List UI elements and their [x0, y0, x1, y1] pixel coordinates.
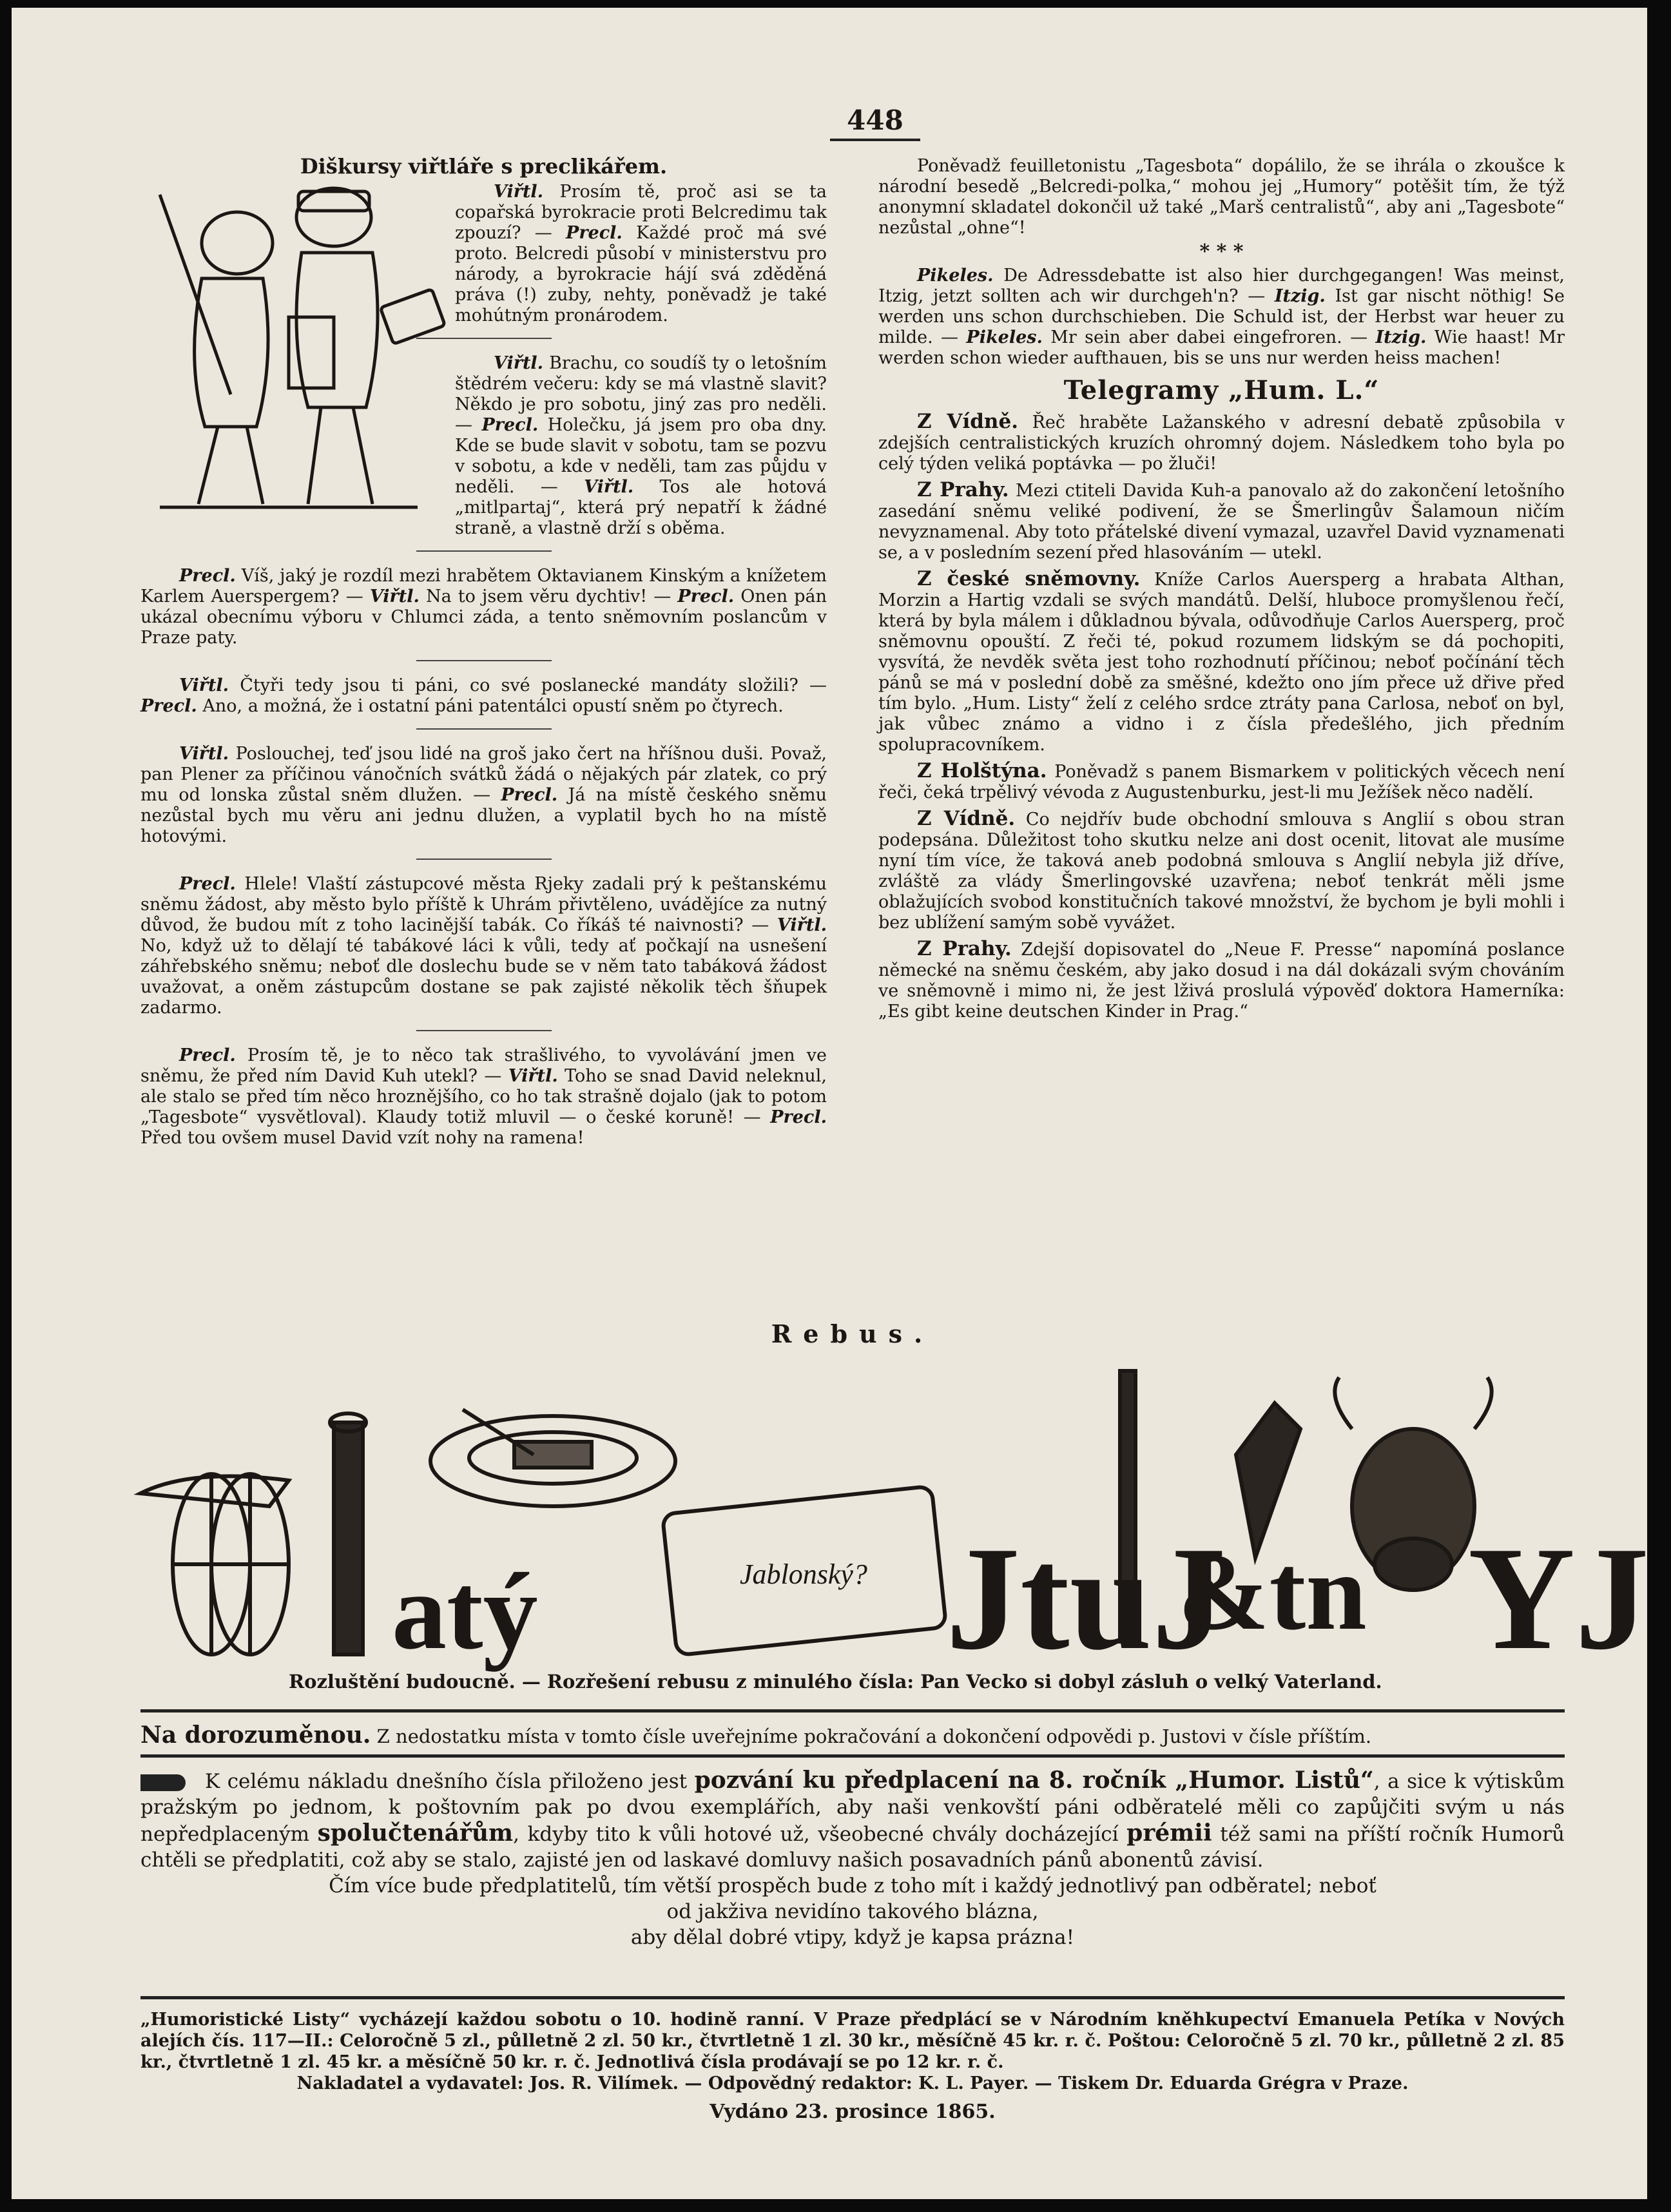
pointing-hand-icon [140, 1774, 186, 1791]
separator [416, 728, 552, 730]
page-number: 448 [830, 104, 920, 141]
dialog-para-5: Viřtl. Poslouchej, teď jsou lidé na groš jako čert na hříšnou duši. Považ, pan Plener za příčinou vánočních svátků žádá o nějakých pár zlatek, co prý mu od lonska zůstal sněm dlužen. — Precl. Já na místě českého sněmu nezůstal bych mu věru ani jednu dlužen, a vyplatil bych ho na místě hotovými. [140, 744, 827, 846]
rebus-title: Rebus. [771, 1319, 934, 1348]
dialog-para-3: Precl. Víš, jaký je rozdíl mezi hrabětem Oktavianem Kinským a knížetem Karlem Auerspergem? — Viřtl. Na to jsem věru dychtiv! — Precl. Onen pán ukázal obecnímu výboru v Chlumci záda, a tento sněmovním poslancům v Praze paty. [140, 566, 827, 648]
newspaper-page [12, 8, 1650, 2199]
telegram-heading: Telegramy „Hum. L.“ [1063, 375, 1380, 405]
horizontal-rule [140, 1709, 1565, 1712]
separator [416, 859, 552, 860]
rebus-letters-3: &tn [1178, 1531, 1367, 1653]
notice: Na dorozuměnou. Z nedostatku místa v tomto čísle uveřejníme pokračování a dokončení odpovědi p. Justovi v čísle příštím. [140, 1722, 1372, 1749]
telegram-item: Z Holštýna. Poněvadž s panem Bismarkem v politických věcech není řeči, čeká trpělivý vévoda z Augustenburku, jest-li mu Ježíšek něco nadělí. [878, 759, 1565, 802]
notice-heading: Na dorozuměnou. [140, 1722, 371, 1749]
rebus-letters-4: YJ [1468, 1516, 1650, 1680]
telegram-item: Z Prahy. Mezi ctiteli Davida Kuh-a panovalo až do zakončení letošního zasedání sněmu veliké podivení, že se Šmerlingův Šalamoun ničím nevyznamenal. Aby toto přátelské divení vymazal, uzavřel David vyznamenati se, a v posledním sezení před hlasováním — utekl. [878, 478, 1565, 563]
dialog-para-2: Viřtl. Brachu, co soudíš ty o letošním štědrém večeru: kdy se má vlastně slavit? Někdo je pro sobotu, jiný zas pro neděli. — Precl. Holečku, já jsem pro oba dny. Kde se bude slavit v sobotu, tam se pozvu v sobotu, a kde v neděli, tam zas půjdu v neděli. — Viřtl. Tos ale hotová „mitlpartaj“, která prý nepatří k žádné straně, a vlastně drží s oběma. [455, 353, 827, 538]
rebus-card-text: Jablonský? [740, 1558, 867, 1590]
separator [416, 660, 552, 661]
dialog-title: Diškursy viřtláře s preclikářem. [300, 154, 668, 179]
separator [416, 550, 552, 552]
rebus-illustration [140, 1352, 1650, 1680]
telegram-item: Z české sněmovny. Kníže Carlos Auersperg a hrabata Althan, Morzin a Hartig vzdali se svých mandátů. Delší, hluboce promyšlenou řečí, která by byla málem i důkladnou bývala, odůvodňuje Carlos Auersperg, proč sněmovnu opouští. Z řeči té, pokud rozumem lidským se dá pochopiti, vysvítá, že nevděk světa jest toho rozhodnutí příčinou; neboť počínání těch pánů se má v poslední době za směšné, kdežto ono jím přece už dřive před tím bylo. „Hum. Listy“ želí z celého srdce ztráty pana Carlosa, neboť on byl, jak vůbec známo a vidno i z čísla předešlého, jich předním spolupracovníkem. [878, 567, 1565, 755]
rebus-letters-1: atý [392, 1551, 538, 1672]
telegram-item: Z Vídně. Řeč hraběte Lažanského v adresní debatě způsobila v zdejších centralistických kruzích ohromný dojem. Následkem toho byla po celý týden veliká poptávka — po žluči! [878, 410, 1565, 474]
cartoon-illustration [140, 182, 443, 517]
right-column [878, 156, 1565, 1027]
issue-date: Vydáno 23. prosince 1865. [710, 2100, 996, 2123]
german-dialog: Pikeles. De Adressdebatte ist also hier durchgegangen! Was meinst, Itzig, jetzt sollten ach wir durchgeh'n? — Itzig. Ist gar nischt nöthig! Se werden uns schon durchschieben. Die Schuld ist, der Herbst war heuer zu milde. — Pikeles. Mr sein aber dabei eingefroren. — Itzig. Wie haast! Mr werden schon wieder aufthauen, bis se uns nur werden heiss machen! [878, 266, 1565, 368]
dialog-para-6: Precl. Hlele! Vlaští zástupcové města Rjeky zadali prý k peštanskému sněmu žádost, aby město bylo příště k Uhrám přivtěleno, uvádějíce za nutný důvod, že budou mít z toho lacinější tabák. Co říkáš té naivnosti? — Viřtl. No, když už to dělají té tabákové láci k vůli, tedy ať počkají na usnešení záhřebského sněmu; neboť dle doslechu bude se v něm tato tabáková žádost uvažovat, a oněm zástupcům dostane se pak zajisté několik těch šňupek zadarmo. [140, 874, 827, 1018]
publication-info: „Humoristické Listy“ vycházejí každou sobotu o 10. hodině ranní. V Praze předplácí se v Národním kněhkupectví Emanuela Petíka v Nových alejích čís. 117—II.: Celoročně 5 zl., půlletně 2 zl. 50 kr., čtvrtletně 1 zl. 30 kr., měsíčně 45 kr. r. č. Poštou: Celoročně 5 zl. 70 kr., půlletně 2 zl. 85 kr., čtvrtletně 1 zl. 45 kr. a měsíčně 50 kr. r. č. Jednotlivá čísla prodávají se po 12 kr. r. č. [140, 2010, 1565, 2072]
telegram-item: Z Prahy. Zdejší dopisovatel do „Neue F. Presse“ napomíná poslance německé na sněmu českém, aby jako dosud i na dál dokázali svým chováním ve sněmovně i mimo ni, že jest lživá proslulá výpověď doktora Hamerníka: „Es gibt keine deutschen Kinder in Prag.“ [878, 937, 1565, 1022]
horizontal-rule [140, 1754, 1565, 1758]
rebus-caption: Rozluštění budoucně. — Rozřešení rebusu z minulého čísla: Pan Vecko si dobyl zásluh o velký Vaterland. [289, 1671, 1382, 1693]
dialog-para-1: Viřtl. Prosím tě, proč asi se ta copařská byrokracie proti Belcredimu tak zpouzí? — Precl. Každé proč má své proto. Belcredi působí v ministerstvu pro národy, a byrokracie hájí svá zděděná práva (!) zuby, nehty, poněvadž je také mohútným pronárodem. [455, 182, 827, 325]
horizontal-rule [140, 1996, 1565, 1999]
dialog-para-7: Precl. Prosím tě, je to něco tak strašlivého, to vyvolávání jmen ve sněmu, že před ním David Kuh utekl? — Viřtl. Toho se snad David neleknul, ale stalo se před tím něco hroznějšího, co ho tak strašně dojalo (jak to potom „Tagesbote“ vysvětloval). Klaudy totiž mluvil — o české koruně! — Precl. Před tou ovšem musel David vzít nohy na ramena! [140, 1045, 827, 1148]
subscription-announcement: K celému nákladu dnešního čísla přiloženo jest pozvání ku předplacení na 8. ročník „Humor. Listů“, a sice k výtiskům pražským po jednom, k poštovním pak po dvou exemplářích, aby naši venkovští páni odběratelé měli co zapůjčiti svým u nás nepředplaceným spolučtenářům, kdyby tito k vůli hotové už, všeobecné chvály docházející prémii též sami na příští ročník Humorů chtěli se předplatiti, což aby se stalo, zajisté jen od laskavé domluvy našich posavadních pánů abonentů závisí. Čím více bude předplatitelů, tím větší prospěch bude z toho mít i každý jednotlivý pan odběratel; neboť od jakživa nevidíno takového blázna, aby dělal dobré vtipy, když je kapsa prázna! [140, 1767, 1565, 1949]
left-column [140, 156, 827, 1154]
intro-paragraph: Poněvadž feuilletonistu „Tagesbota“ dopálilo, že se ihrála o zkoušce k národní besedě „Belcredi-polka,“ mohou jej „Humory“ potěšit tím, že týž anonymní skladatel dokončil už také „Marš centralistů“, aby ani „Tagesbote“ nezůstal „ohne“! [878, 156, 1565, 238]
separator [416, 1030, 552, 1031]
telegram-item: Z Vídně. Co nejdřív bude obchodní smlouva s Anglií s obou stran podepsána. Důležitost toho skutku nelze ani dost ocenit, litovat ale musíme nyní tím více, že taková aneb podobná smlouva s Anglií nebyla již dříve, zvláště za vlády Šmerlingovské uzavřena; neboť tenkrát měli jsme oblažujících svobod konstitučních takové množství, že bychom je byli mohli i bez ublížení samým sobě vyvážet. [878, 807, 1565, 933]
dialog-para-4: Viřtl. Čtyři tedy jsou ti páni, co své poslanecké mandáty složili? — Precl. Ano, a možná, že i ostatní páni patentálci opustí sněm po čtyrech. [140, 675, 827, 716]
star-separator: * * * [1199, 240, 1244, 263]
publisher-line: Nakladatel a vydavatel: Jos. R. Vilímek. — Odpovědný redaktor: K. L. Payer. — Tiskem Dr. Eduarda Grégra v Praze. [296, 2073, 1409, 2093]
rebus-letters-2: JtuJ [946, 1516, 1226, 1680]
